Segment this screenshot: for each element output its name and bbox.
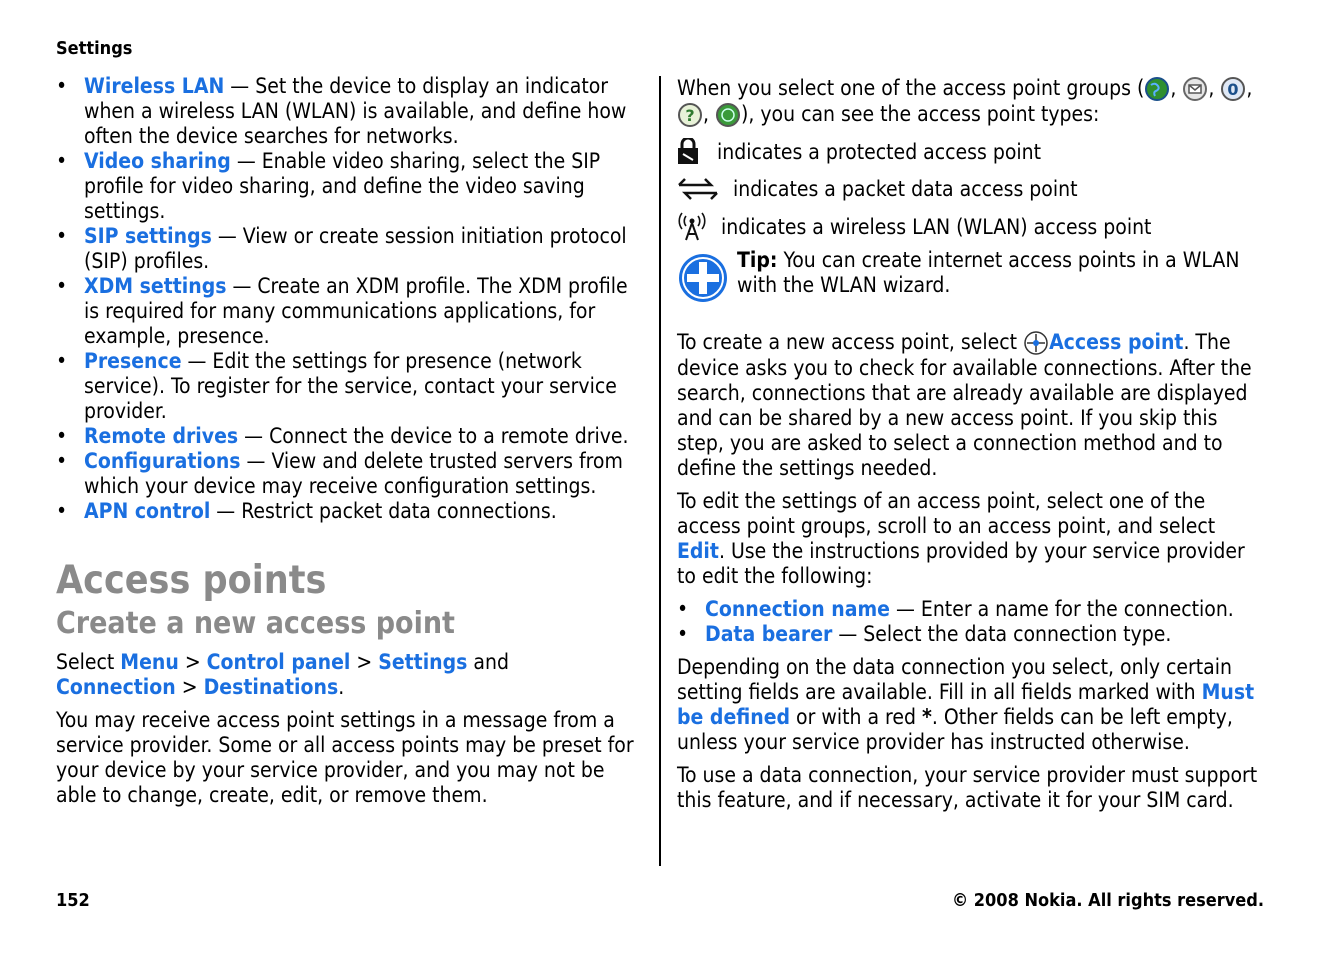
link-settings[interactable]: Settings (378, 650, 468, 674)
tip-plus-icon (677, 252, 729, 304)
list-item-text: — Set the device to display an indicator when a wireless LAN (WLAN) is available, and define how often the device searches for networks. (84, 74, 627, 148)
type-text: indicates a wireless LAN (WLAN) access point (721, 214, 1152, 239)
list-item-text: — Edit the settings for presence (network service). To register for the service, contact your service provider. (84, 349, 617, 423)
link-wireless-lan[interactable]: Wireless LAN (84, 74, 225, 98)
list-item: • Connection name — Enter a name for the connection. (677, 597, 1234, 621)
list-item-text: — View or create session initiation protocol (SIP) profiles. (84, 224, 627, 273)
link-xdm-settings[interactable]: XDM settings (84, 274, 227, 298)
list-item: • Wireless LAN — Set the device to display an indicator when a wireless LAN (WLAN) is available, and define how often the device searches for networks. (56, 74, 627, 148)
link-menu[interactable]: Menu (120, 650, 179, 674)
tip-text: You can create internet access points in a WLAN with the WLAN wizard. (737, 248, 1240, 297)
list-item: • XDM settings — Create an XDM profile. The XDM profile is required for many communications applications, for example, presence. (56, 274, 628, 348)
link-presence[interactable]: Presence (84, 349, 182, 373)
tip-label: Tip: (737, 248, 778, 272)
use-paragraph: To use a data connection, your service provider must support this feature, and if necessary, activate it for your SIM card. (677, 763, 1258, 812)
required-star: * (921, 705, 932, 729)
globe-icon (1144, 76, 1170, 102)
navigation-path: Select Menu > Control panel > Settings and Connection > Destinations. (56, 650, 509, 699)
link-configurations[interactable]: Configurations (84, 449, 241, 473)
access-point-icon (1023, 330, 1049, 356)
body-paragraph: You may receive access point settings in a message from a service provider. Some or all access points may be preset for your device by your service provider, and you may not be able to change, create, edit, or remove them. (56, 708, 634, 807)
type-text: indicates a packet data access point (733, 176, 1078, 201)
link-video-sharing[interactable]: Video sharing (84, 149, 231, 173)
create-paragraph: To create a new access point, select Access point. The device asks you to check for available connections. After the search, connections that are already available are displayed and can be shared by a new access point. If you skip this step, you are asked to select a connection method and to define the settings needed. (677, 330, 1252, 480)
list-item-text: — Connect the device to a remote drive. (238, 424, 629, 448)
link-edit[interactable]: Edit (677, 539, 719, 563)
svg-text:?: ? (685, 106, 695, 125)
zero-icon (1220, 76, 1246, 102)
network-globe-icon (715, 102, 741, 128)
list-item: • Video sharing — Enable video sharing, select the SIP profile for video sharing, and define the video saving settings. (56, 149, 601, 223)
left-column (56, 74, 648, 808)
wlan-antenna-icon (677, 212, 707, 242)
edit-paragraph: To edit the settings of an access point, select one of the access point groups, scroll to an access point, and select Edit. Use the instructions provided by your service provider to edit the following: (677, 489, 1245, 588)
page-header: Settings (56, 38, 133, 59)
question-icon (677, 102, 703, 128)
section-heading: Access points (56, 558, 327, 603)
copyright: © 2008 Nokia. All rights reserved. (951, 890, 1264, 911)
type-row-packet (677, 176, 1269, 202)
packet-data-icon (677, 176, 719, 202)
link-must-be-defined[interactable]: Must be defined (677, 680, 1255, 729)
page-number: 152 (56, 890, 90, 911)
link-access-point[interactable]: Access point (1049, 330, 1184, 354)
depend-paragraph: Depending on the data connection you select, only certain setting fields are available. Fill in all fields marked with Must be defined or with a red *. Other fields can be left empty, unless your service provider has instructed otherwise. (677, 655, 1255, 754)
list-item: • Configurations — View and delete trusted servers from which your device may receive configuration settings. (56, 449, 623, 498)
svg-text:0: 0 (1227, 80, 1239, 99)
settings-list (56, 74, 648, 524)
link-data-bearer[interactable]: Data bearer (705, 622, 833, 646)
type-row-wlan (677, 212, 1269, 242)
link-sip-settings[interactable]: SIP settings (84, 224, 212, 248)
list-item-text: — Enable video sharing, select the SIP profile for video sharing, and define the video saving settings. (84, 149, 601, 223)
link-remote-drives[interactable]: Remote drives (84, 424, 239, 448)
right-column (677, 76, 1269, 813)
list-item: • Remote drives — Connect the device to a remote drive. (56, 424, 629, 448)
tip-box (677, 248, 1269, 310)
list-item-text: — Create an XDM profile. The XDM profile is required for many communications applications, for example, presence. (84, 274, 628, 348)
mail-icon (1182, 76, 1208, 102)
list-item-text: — Restrict packet data connections. (210, 499, 557, 523)
subsection-heading: Create a new access point (56, 606, 455, 641)
link-connection-name[interactable]: Connection name (705, 597, 890, 621)
link-control-panel[interactable]: Control panel (206, 650, 351, 674)
column-divider (659, 76, 661, 866)
link-destinations[interactable]: Destinations (203, 675, 339, 699)
lock-icon (677, 138, 701, 166)
link-apn-control[interactable]: APN control (84, 499, 211, 523)
list-item: • Data bearer — Select the data connection type. (677, 622, 1172, 646)
list-item: • Presence — Edit the settings for presence (network service). To register for the service, contact your service provider. (56, 349, 617, 423)
type-text: indicates a protected access point (717, 139, 1042, 164)
type-row-protected (677, 138, 1269, 166)
groups-intro: When you select one of the access point groups ( , , 0 , ? , ), you can see the access point types: (677, 76, 1253, 126)
link-connection[interactable]: Connection (56, 675, 176, 699)
list-item: • APN control — Restrict packet data connections. (56, 499, 557, 523)
list-item-text: — View and delete trusted servers from which your device may receive configuration settings. (84, 449, 623, 498)
edit-options-list (677, 597, 1269, 647)
list-item: • SIP settings — View or create session initiation protocol (SIP) profiles. (56, 224, 627, 273)
